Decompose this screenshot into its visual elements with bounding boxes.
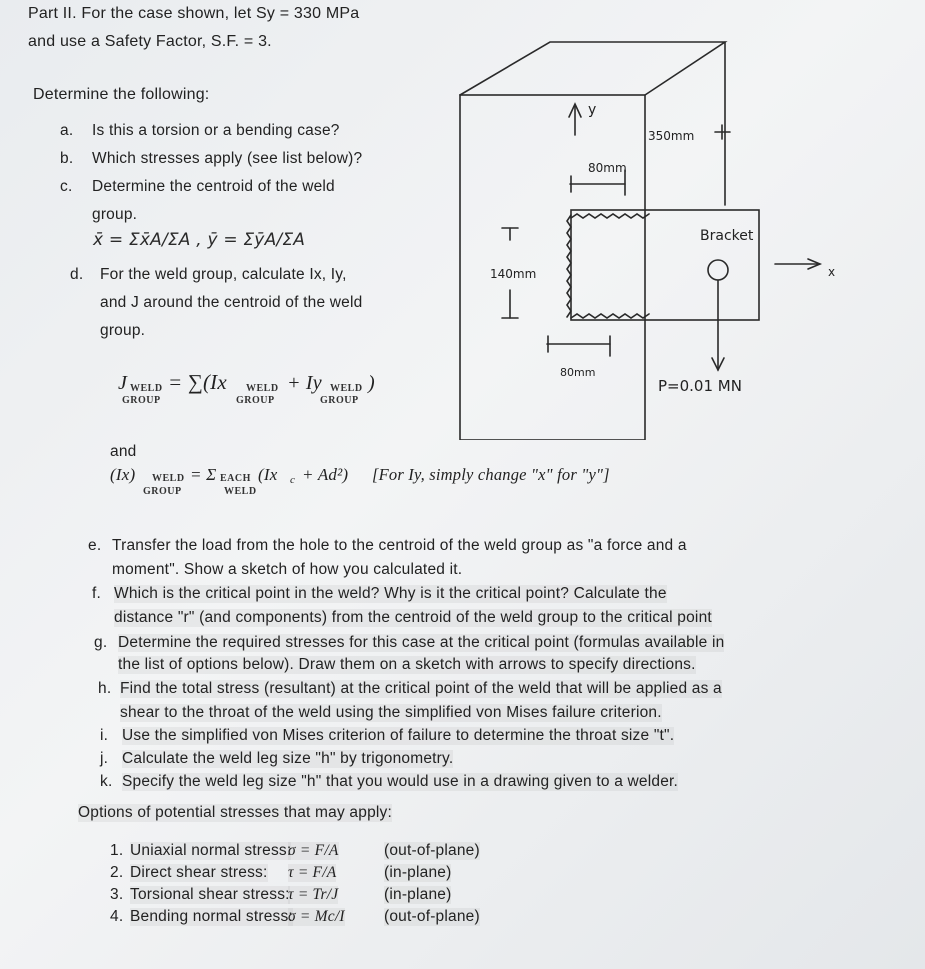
option-plane: (in-plane) bbox=[384, 864, 452, 881]
formula-lhs: (Ix) bbox=[110, 465, 136, 484]
determine-heading: Determine the following: bbox=[33, 86, 210, 103]
formula-j: J bbox=[118, 372, 128, 394]
subscript: GROUP bbox=[122, 395, 161, 406]
dimension-140: 140mm bbox=[490, 267, 537, 281]
options-heading: Options of potential stresses that may apply: bbox=[78, 804, 392, 821]
option-name: Torsional shear stress: bbox=[130, 886, 290, 903]
question-text: For the weld group, calculate Ix, Iy, bbox=[100, 266, 347, 283]
wall-top-face bbox=[460, 42, 725, 95]
task-text: the list of options below). Draw them on a sketch with arrows to specify directions. bbox=[118, 656, 696, 673]
option-formula: τ = F/A bbox=[288, 864, 337, 881]
task-text: Determine the required stresses for this case at the critical point (formulas available in bbox=[118, 634, 725, 651]
task-text: moment". Show a sketch of how you calculated it. bbox=[112, 561, 463, 578]
task-marker: j. bbox=[100, 750, 109, 767]
option-number: 4. bbox=[110, 908, 124, 925]
option-number: 2. bbox=[110, 864, 124, 881]
bracket-sketch bbox=[440, 40, 840, 440]
task-text: shear to the throat of the weld using the simplified von Mises failure criterion. bbox=[120, 704, 662, 721]
subscript: WELD bbox=[246, 383, 279, 394]
subscript: GROUP bbox=[143, 486, 182, 497]
dimension-80-bottom: 80mm bbox=[560, 366, 596, 379]
subscript: WELD bbox=[330, 383, 363, 394]
task-text: Use the simplified von Mises criterion of failure to determine the throat size "t". bbox=[122, 727, 675, 744]
option-plane: (out-of-plane) bbox=[384, 908, 480, 925]
task-marker: i. bbox=[100, 727, 109, 744]
centroid-formula: x̄ = Σx̄A/ΣA , ȳ = ΣȳA/ΣA bbox=[93, 230, 306, 250]
subscript: GROUP bbox=[236, 395, 275, 406]
task-marker: h. bbox=[98, 680, 112, 697]
formula-plus: + Iy bbox=[287, 372, 322, 394]
question-marker: d. bbox=[70, 266, 84, 283]
y-axis-label: y bbox=[588, 102, 597, 118]
subscript: WELD bbox=[224, 486, 257, 497]
option-formula: τ = Tr/J bbox=[288, 886, 339, 903]
load-label: P=0.01 MN bbox=[658, 377, 742, 395]
question-text: Determine the centroid of the weld bbox=[92, 178, 335, 195]
option-number: 1. bbox=[110, 842, 124, 859]
problem-header-line2: and use a Safety Factor, S.F. = 3. bbox=[28, 33, 272, 50]
option-name: Bending normal stress: bbox=[130, 908, 293, 925]
problem-header-line1: Part II. For the case shown, let Sy = 330 MPa bbox=[28, 5, 360, 22]
task-marker: k. bbox=[100, 773, 113, 790]
x-axis-label: x bbox=[828, 265, 836, 279]
question-marker: b. bbox=[60, 150, 74, 167]
formula-note: [For Iy, simply change "x" for "y"] bbox=[372, 465, 610, 484]
bracket-label: Bracket bbox=[700, 228, 754, 244]
subscript: WELD bbox=[130, 383, 163, 394]
task-text: Transfer the load from the hole to the centroid of the weld group as "a force and a bbox=[112, 537, 687, 554]
formula-sum: = ∑(Ix bbox=[168, 370, 227, 394]
formula-body: (Ix bbox=[258, 465, 278, 484]
wall-front-face bbox=[460, 95, 645, 440]
task-marker: f. bbox=[92, 585, 102, 602]
subscript: EACH bbox=[220, 473, 251, 484]
task-text: Calculate the weld leg size "h" by trigonometry. bbox=[122, 750, 454, 767]
formula-eq: = Σ bbox=[190, 465, 217, 484]
bracket-plate bbox=[571, 210, 759, 320]
weld-top bbox=[571, 214, 649, 218]
dimension-80-top: 80mm bbox=[588, 161, 627, 175]
question-marker: a. bbox=[60, 122, 74, 139]
task-text: Which is the critical point in the weld? Why is it the critical point? Calculate the bbox=[114, 585, 667, 602]
question-marker: c. bbox=[60, 178, 73, 195]
question-text: group. bbox=[92, 206, 138, 223]
question-text: group. bbox=[100, 322, 146, 339]
task-text: Specify the weld leg size "h" that you would use in a drawing given to a welder. bbox=[122, 773, 679, 790]
option-plane: (in-plane) bbox=[384, 886, 452, 903]
question-text: and J around the centroid of the weld bbox=[100, 294, 363, 311]
and-text: and bbox=[110, 443, 137, 460]
subscript: GROUP bbox=[320, 395, 359, 406]
option-number: 3. bbox=[110, 886, 124, 903]
subscript: WELD bbox=[152, 473, 185, 484]
question-text: Which stresses apply (see list below)? bbox=[92, 150, 363, 167]
dimension-350: 350mm bbox=[648, 129, 695, 143]
task-marker: g. bbox=[94, 634, 108, 651]
option-plane: (out-of-plane) bbox=[384, 842, 480, 859]
task-text: distance "r" (and components) from the centroid of the weld group to the critical point bbox=[114, 609, 712, 626]
question-text: Is this a torsion or a bending case? bbox=[92, 122, 340, 139]
formula-tail: + Ad²) bbox=[302, 465, 349, 484]
option-formula: σ = F/A bbox=[288, 842, 339, 859]
task-marker: e. bbox=[88, 537, 102, 554]
option-name: Direct shear stress: bbox=[130, 864, 268, 881]
option-name: Uniaxial normal stress: bbox=[130, 842, 292, 859]
option-formula: σ = Mc/I bbox=[288, 908, 345, 925]
formula-close: ) bbox=[368, 372, 375, 394]
weld-bottom bbox=[571, 314, 649, 318]
task-text: Find the total stress (resultant) at the critical point of the weld that will be applied as a bbox=[120, 680, 722, 697]
bracket-hole bbox=[708, 260, 728, 280]
subscript: c bbox=[290, 474, 296, 486]
